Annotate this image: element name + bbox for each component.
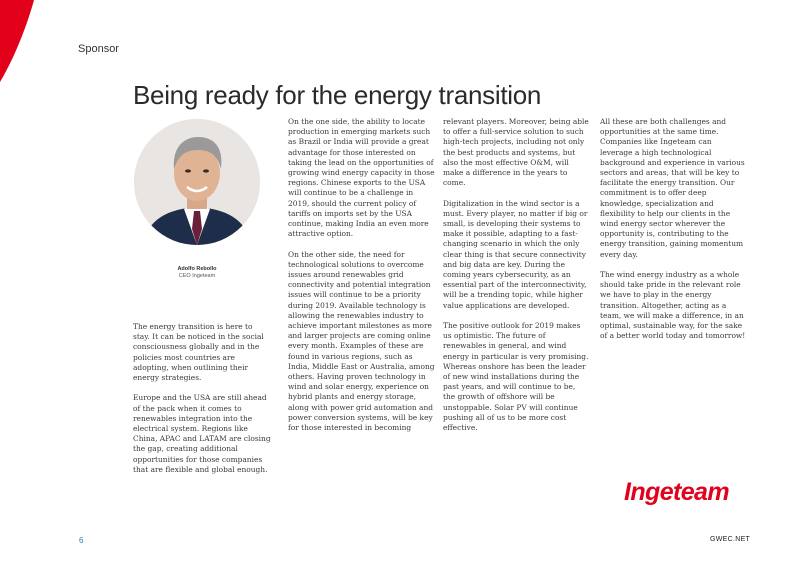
- paragraph: Digitalization in the wind sector is a must. Every player, no matter if big or small, is developing their systems to make it possible, adapting to a fast-changing scenario in which the only clear thing is that secure connectivity and big data are key. During the coming years cybersecurity, as an essential part of the interconnectivity, will be a trending topic, while higher value applications are developed.: [443, 198, 588, 310]
- paragraph: The positive outlook for 2019 makes us optimistic. The future of renewables in general, and wind energy in particular is very promising. Whereas onshore has been the leader of new wind installations during the past years, and will continue to be, the growth of offshore will be unstoppable. Solar PV will continue pushing all of us to be more cost effective.: [443, 321, 589, 433]
- paragraph: On the one side, the ability to locate production in emerging markets such as Brazil or India will provide a great advantage for those interested on taking the lead on the opportunities of growing wind energy capacity in those regions. Chinese exports to the USA will continue to be a challenge in 2019, should the current policy of tariffs on imports set by the USA continue, making India an even more attractive option.: [288, 117, 435, 239]
- article-title: Being ready for the energy transition: [133, 80, 542, 110]
- paragraph: On the other side, the need for technological solutions to overcome issues around renewables grid connectivity and potential integration issues will continue to be a priority during 2019. Available technology is allowing the renewables industry to achieve important milestones as more and larger projects are coming online every month. Examples of these are found in various regions, such as India, Middle East or Australia, among others. Having proven technology in wind and solar energy, experience on hybrid plants and energy storage, along with power grid automation and power conversion systems, will be key for those interested in becoming: [288, 249, 435, 433]
- text-column-3: [443, 117, 589, 443]
- text-column-4: [600, 117, 746, 352]
- section-label: Sponsor: [78, 43, 119, 55]
- footer-site-url: GWEC.NET: [710, 536, 751, 543]
- paragraph: The wind energy industry as a whole should take pride in the relevant role we have to play in the energy transition. Altogether, acting as a team, we will make a difference, in an optimal, sustainable way, for the sake of a better world today and tomorrow!: [600, 270, 746, 341]
- portrait-role: CEO Ingeteam: [178, 273, 216, 279]
- text-column-2: [288, 117, 436, 443]
- portrait-caption: [134, 266, 260, 279]
- ingeteam-logo: Ingeteam: [624, 478, 729, 506]
- paragraph: The energy transition is here to stay. It can be noticed in the social consciousness globally and in the policies most countries are adopting, when outlining their energy strategies.: [133, 322, 264, 383]
- text-column-1: [133, 322, 271, 485]
- portrait-name: Adolfo Rebollo: [177, 266, 217, 272]
- paragraph: Europe and the USA are still ahead of the pack when it comes to renewables integration into the electrical system. Regions like China, APAC and LATAM are closing the gap, creating additional opportunities for those companies that are flexible and global enough.: [133, 393, 271, 474]
- page-number: 6: [79, 536, 84, 545]
- portrait-photo: [134, 119, 260, 245]
- paragraph: All these are both challenges and opportunities at the same time. Companies like Ingeteam can leverage a high technological background and experience in various sectors and areas, that will be key to facilitate the energy transition. Our commitment is to offer deep knowledge, specialization and flexibility to help our clients in the wind energy sector wherever the opportunity is, contributing to the energy transition, gaining momentum every day.: [600, 117, 745, 259]
- paragraph: relevant players. Moreover, being able to offer a full-service solution to such high-tech projects, including not only the best products and systems, but also the most effective O&M, will make a difference in the years to come.: [443, 117, 589, 188]
- corner-decoration: [0, 0, 40, 100]
